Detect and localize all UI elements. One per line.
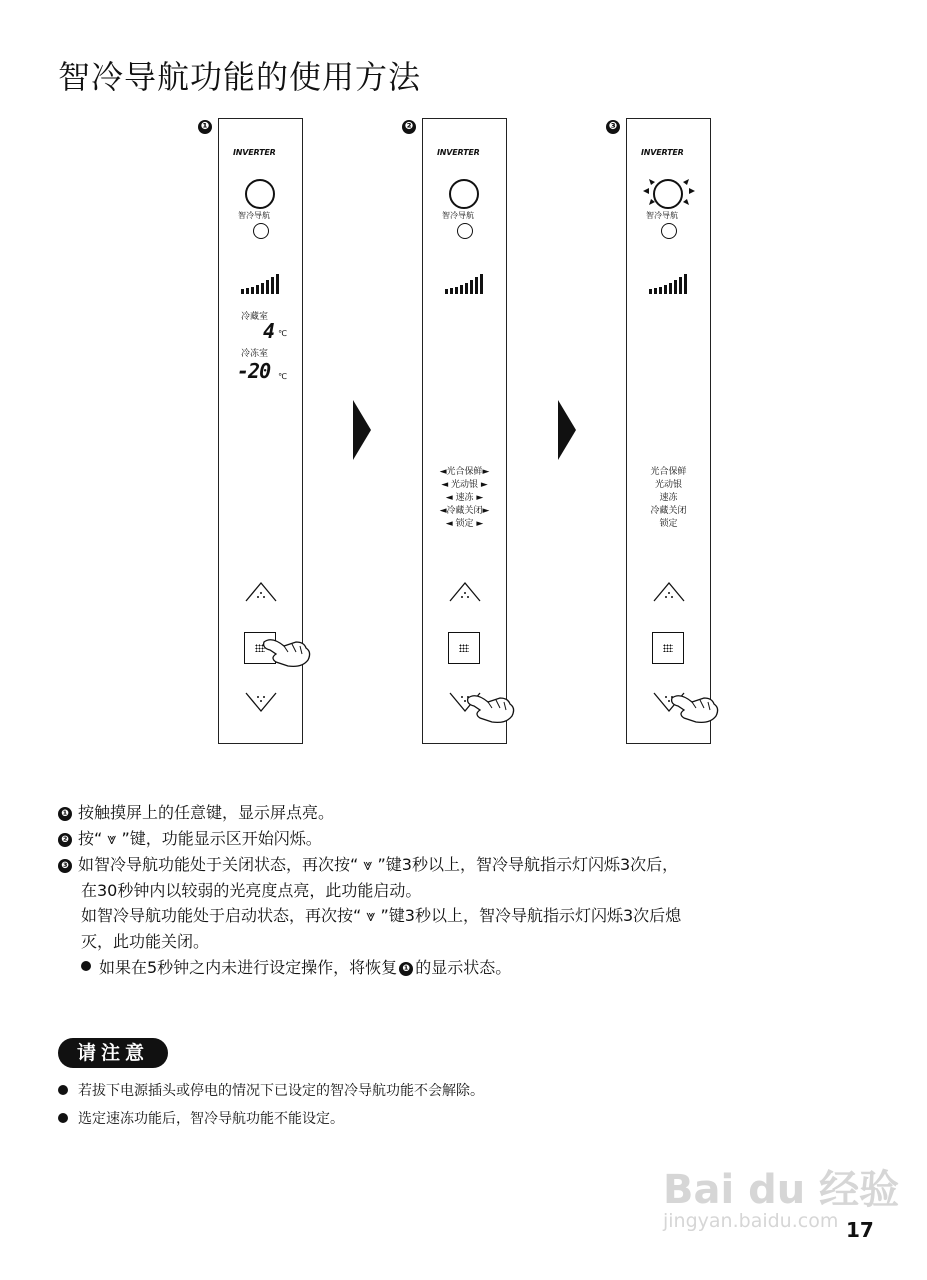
- baidu-watermark-logo: Bai du 经验: [663, 1167, 900, 1213]
- step-2-bullet: ❷: [58, 833, 72, 847]
- smart-nav-indicator: [457, 223, 473, 239]
- control-panel-2: [422, 118, 507, 744]
- notice-item-2: 选定速冻功能后，智冷导航功能不能设定。: [78, 1111, 344, 1127]
- menu-key-button[interactable]: [448, 632, 480, 664]
- dots-icon: [459, 644, 469, 652]
- inverter-logo: INVERTER: [641, 148, 684, 157]
- baidu-watermark-url: jingyan.baidu.com: [663, 1210, 839, 1232]
- inverter-logo: INVERTER: [233, 148, 276, 157]
- menu-item[interactable]: 光合保鲜: [650, 467, 687, 477]
- up-arrow-icon[interactable]: [244, 579, 278, 603]
- control-panel-3: [626, 118, 711, 744]
- instruction-3d-text: 灭，此功能关闭。: [81, 932, 210, 951]
- signal-bars-icon: [241, 274, 281, 294]
- menu-item[interactable]: 锁定: [659, 519, 678, 529]
- bullet-icon: [58, 1085, 68, 1095]
- signal-bars-icon: [649, 274, 689, 294]
- instruction-2: [58, 826, 322, 849]
- step-2-marker: ❷: [402, 120, 416, 134]
- menu-item[interactable]: 速冻: [659, 493, 678, 503]
- function-menu-blinking: [423, 466, 506, 531]
- fridge-label: 冷藏室: [241, 312, 269, 322]
- up-arrow-icon[interactable]: [652, 579, 686, 603]
- menu-item[interactable]: 冷藏关闭: [650, 506, 687, 516]
- notice-heading: 请注意: [58, 1038, 168, 1068]
- freezer-label: 冷冻室: [241, 349, 269, 359]
- smart-nav-label: 智冷导航: [646, 211, 678, 220]
- fridge-temp: 4: [263, 319, 275, 343]
- step-3-marker: ❸: [606, 120, 620, 134]
- menu-item[interactable]: ◄ 光动银 ►: [441, 480, 488, 490]
- inverter-logo: INVERTER: [437, 148, 480, 157]
- smart-nav-label: 智冷导航: [442, 211, 474, 220]
- smart-nav-label: 智冷导航: [238, 211, 270, 220]
- instruction-2-text: 按“ ⩔ ”键，功能显示区开始闪烁。: [78, 829, 322, 848]
- freezer-unit: ℃: [278, 372, 287, 381]
- instruction-3: [58, 852, 678, 875]
- next-step-arrow-icon: [353, 400, 371, 460]
- signal-bars-icon: [445, 274, 485, 294]
- step-1-marker: ❶: [198, 120, 212, 134]
- instruction-bullet-post: 的显示状态。: [415, 958, 512, 977]
- down-arrow-icon[interactable]: [244, 691, 278, 715]
- up-arrow-icon[interactable]: [448, 579, 482, 603]
- smart-nav-indicator: [661, 223, 677, 239]
- menu-item[interactable]: 光动银: [654, 480, 682, 490]
- bullet-icon: [58, 1113, 68, 1123]
- smart-nav-indicator: [253, 223, 269, 239]
- function-menu: [627, 466, 710, 531]
- page-title: 智冷导航功能的使用方法: [58, 58, 422, 96]
- smart-nav-button[interactable]: [245, 179, 275, 209]
- hand-pointer-icon: [466, 688, 518, 726]
- smart-nav-button[interactable]: [449, 179, 479, 209]
- instruction-3b-text: 在30秒钟内以较弱的光亮度点亮，此功能启动。: [81, 881, 422, 900]
- menu-item[interactable]: ◄冷藏关闭►: [439, 506, 490, 516]
- step-1-bullet: ❶: [58, 807, 72, 821]
- step-3-bullet: ❸: [58, 859, 72, 873]
- fridge-unit: ℃: [278, 329, 287, 338]
- instruction-1: [58, 800, 334, 823]
- instruction-1-text: 按触摸屏上的任意键，显示屏点亮。: [78, 803, 335, 822]
- menu-item[interactable]: ◄光合保鲜►: [439, 467, 490, 477]
- hand-pointer-icon: [670, 688, 722, 726]
- next-step-arrow-icon: [558, 400, 576, 460]
- page-number: 17: [846, 1218, 874, 1242]
- menu-item[interactable]: ◄ 速冻 ►: [445, 493, 484, 503]
- dots-icon: [663, 644, 673, 652]
- instruction-bullet: [81, 955, 511, 978]
- freezer-temp: -20: [237, 359, 271, 383]
- smart-nav-button[interactable]: [653, 179, 683, 209]
- instruction-3c-text: 如智冷导航功能处于启动状态，再次按“ ⩔ ”键3秒以上，智冷导航指示灯闪烁3次后熄: [81, 906, 682, 925]
- bullet-icon: [81, 961, 91, 971]
- instruction-3a-text: 如智冷导航功能处于关闭状态，再次按“ ⩔ ”键3秒以上，智冷导航指示灯闪烁3次后，: [78, 855, 679, 874]
- menu-key-button[interactable]: [652, 632, 684, 664]
- hand-pointer-icon: [262, 632, 314, 670]
- notice-item-1: 若拔下电源插头或停电的情况下已设定的智冷导航功能不会解除。: [78, 1083, 484, 1099]
- instruction-bullet-pre: 如果在5秒钟之内未进行设定操作，将恢复: [99, 958, 398, 977]
- step-1-ref: ❶: [399, 962, 413, 976]
- menu-item[interactable]: ◄ 锁定 ►: [445, 519, 484, 529]
